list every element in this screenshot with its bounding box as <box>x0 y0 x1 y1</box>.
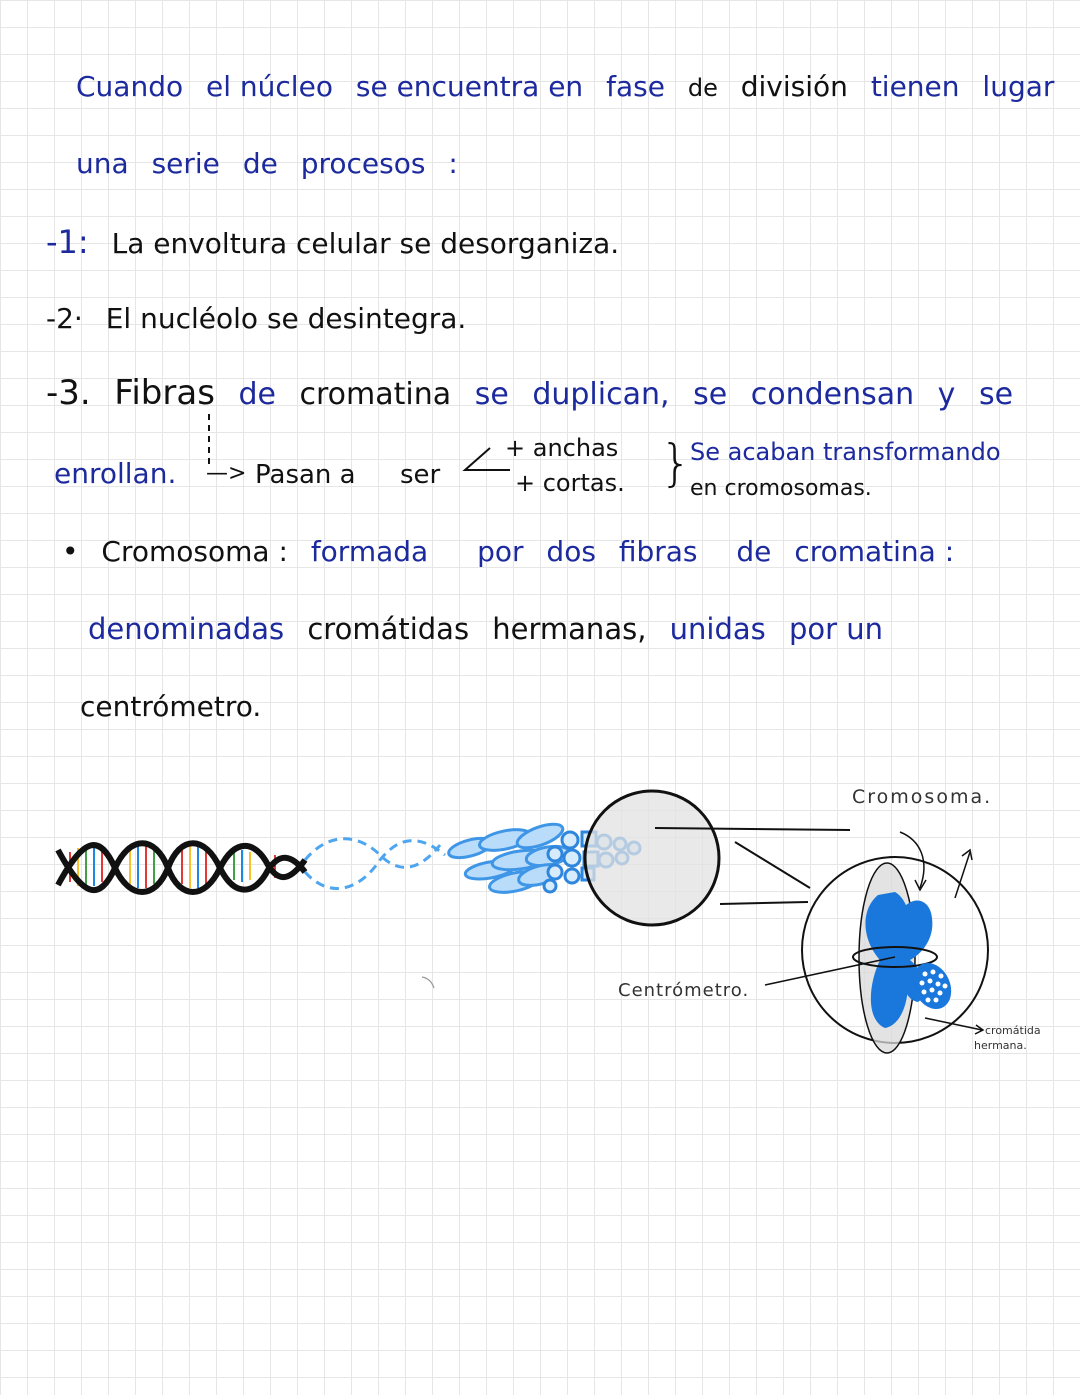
step-2-text: El nucléolo se desintegra. <box>105 302 467 335</box>
word-formada: formada <box>310 535 429 568</box>
word-cuando: Cuando <box>76 70 184 103</box>
definition-line-1 <box>62 535 954 569</box>
word-cromatidas: cromátidas <box>307 612 470 646</box>
word-se-2: se <box>693 377 728 412</box>
word-acaban-line-1: Se acaban transformando <box>690 438 1001 466</box>
word-centrometro: centrómetro. <box>80 690 262 723</box>
faint-mark-icon <box>422 977 434 988</box>
word-de: de <box>238 377 276 412</box>
word-se-encuentra-en: se encuentra en <box>355 70 584 103</box>
label-hermana: hermana. <box>974 1039 1027 1052</box>
word-de: de <box>736 535 772 568</box>
word-se-3: se <box>978 377 1014 412</box>
word-acaban-line-2: en cromosomas. <box>690 476 872 501</box>
chromatin-fiber-icon <box>305 839 445 889</box>
word-fibras: fibras <box>618 535 698 568</box>
step-1-number: -1: <box>46 223 89 261</box>
intro-line-2 <box>76 147 458 181</box>
word-cortas: + cortas. <box>515 469 625 497</box>
label-cromatida: cromátida <box>985 1024 1041 1037</box>
word-tienen: tienen <box>870 70 960 103</box>
word-unidas: unidas <box>669 612 766 646</box>
word-cromatina: cromatina : <box>794 535 955 568</box>
word-se-1: se <box>474 377 509 412</box>
word-por: por <box>477 535 524 568</box>
step-3-number: -3. <box>46 373 91 413</box>
word-fibras: Fibras <box>114 373 215 413</box>
word-dos: dos <box>546 535 596 568</box>
word-condensan: condensan <box>750 377 915 412</box>
word-denominadas: denominadas <box>88 612 285 646</box>
sister-chromatid-pointer <box>925 1018 983 1034</box>
word-por-un: por un <box>788 612 884 646</box>
label-centrometro: Centrómetro. <box>618 980 750 1001</box>
intro-line-1 <box>76 70 1054 105</box>
arrow-diagonal-icon <box>955 850 972 898</box>
word-cromosoma: Cromosoma : <box>101 535 288 568</box>
word-division: división <box>740 70 848 103</box>
step-2-number: -2· <box>46 302 83 335</box>
word-ser: ser <box>400 460 441 490</box>
word-el-nucleo: el núcleo <box>206 70 333 103</box>
word-serie: serie <box>151 147 220 180</box>
arrow-right-icon: —> <box>206 461 247 486</box>
word-cromatina: cromatina <box>299 377 452 412</box>
step-2 <box>46 302 466 336</box>
definition-line-2 <box>88 612 883 646</box>
curly-brace-icon: } <box>660 434 692 492</box>
word-de: de <box>687 74 718 102</box>
step-3 <box>46 373 1014 413</box>
word-fase: fase <box>606 70 665 103</box>
step-1 <box>46 225 619 261</box>
word-pasan-a: Pasan a <box>255 460 356 490</box>
word-colon: : <box>448 147 458 180</box>
step-1-text: La envoltura celular se desorganiza. <box>111 227 620 260</box>
word-de: de <box>242 147 278 180</box>
word-procesos: procesos <box>300 147 426 180</box>
word-enrollan: enrollan. <box>54 457 177 490</box>
word-lugar: lugar <box>982 70 1055 103</box>
chromatin-condensation-diagram <box>0 760 1080 1100</box>
bullet: • <box>62 535 79 568</box>
word-una: una <box>76 147 129 180</box>
label-cromosoma: Cromosoma. <box>852 786 993 808</box>
dna-helix-icon <box>58 843 305 892</box>
word-duplican: duplican, <box>532 377 670 412</box>
word-anchas: + anchas <box>505 434 619 462</box>
nucleus-circle-icon <box>585 791 719 925</box>
word-hermanas: hermanas, <box>492 612 647 646</box>
word-y: y <box>937 377 956 412</box>
